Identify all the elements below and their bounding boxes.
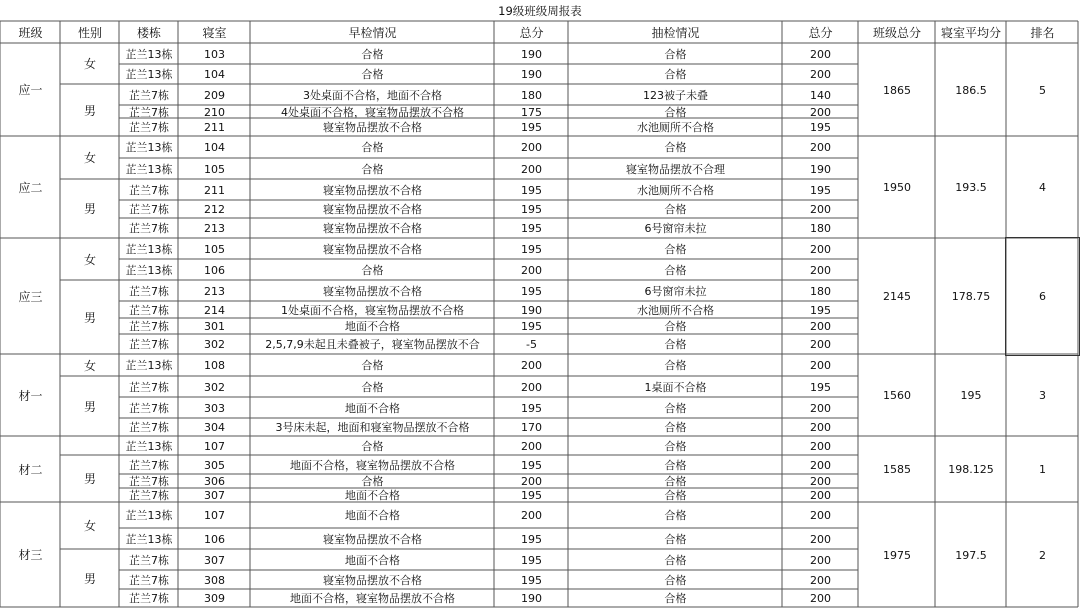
- morning-check-cell: 寝室物品摆放不合格: [323, 573, 422, 587]
- room-cell: 305: [204, 458, 225, 472]
- spot-score-cell: 200: [810, 106, 831, 118]
- room-cell: 104: [204, 68, 225, 81]
- morning-score-cell: 170: [521, 421, 542, 434]
- morning-score-cell: 200: [521, 509, 542, 522]
- column-header: 寝室: [202, 25, 227, 40]
- class-total-cell: 2145: [883, 290, 911, 303]
- morning-score-cell: 200: [521, 439, 542, 453]
- spot-check-cell: 6号窗帘未拉: [644, 222, 707, 235]
- spot-check-cell: 合格: [664, 106, 687, 118]
- gender-cell: 男: [83, 103, 96, 118]
- room-cell: 211: [204, 121, 225, 134]
- room-cell: 106: [204, 532, 225, 546]
- building-cell: 芷兰7栋: [129, 121, 169, 134]
- spot-check-cell: 合格: [664, 359, 687, 372]
- morning-score-cell: 195: [521, 458, 542, 472]
- gender-cell: 女: [83, 252, 96, 267]
- morning-check-cell: 地面不合格，寝室物品摆放不合格: [290, 458, 455, 472]
- building-cell: 芷兰13栋: [125, 68, 173, 81]
- gender-cell: 女: [83, 57, 96, 71]
- class-name-cell: 应二: [18, 180, 43, 195]
- dorm-average-cell: 193.5: [955, 181, 987, 194]
- building-cell: 芷兰7栋: [129, 573, 169, 587]
- spot-score-cell: 200: [810, 475, 831, 488]
- room-cell: 105: [204, 162, 225, 176]
- spot-check-cell: 123被子未叠: [643, 88, 708, 102]
- room-cell: 106: [204, 263, 225, 277]
- spot-score-cell: 195: [810, 183, 831, 197]
- spot-check-cell: 合格: [664, 458, 687, 472]
- rank-cell: 3: [1039, 389, 1046, 402]
- morning-score-cell: 190: [521, 592, 542, 605]
- morning-check-cell: 2,5,7,9未起且未叠被子，寝室物品摆放不合: [265, 338, 480, 351]
- spot-check-cell: 合格: [664, 592, 687, 605]
- morning-score-cell: -5: [526, 338, 537, 351]
- column-header: 总分: [808, 25, 833, 40]
- dorm-average-cell: 195: [960, 389, 982, 402]
- morning-check-cell: 地面不合格: [345, 320, 400, 333]
- morning-check-cell: 地面不合格: [345, 509, 400, 522]
- room-cell: 302: [204, 338, 225, 351]
- spot-check-cell: 合格: [664, 338, 687, 351]
- spot-score-cell: 195: [810, 121, 831, 134]
- building-cell: 芷兰7栋: [129, 421, 169, 434]
- room-cell: 302: [204, 380, 225, 394]
- spot-check-cell: 合格: [664, 421, 687, 434]
- morning-check-cell: 寝室物品摆放不合格: [323, 284, 422, 298]
- spot-score-cell: 200: [810, 338, 831, 351]
- morning-score-cell: 200: [521, 263, 542, 277]
- morning-score-cell: 175: [521, 106, 542, 118]
- rank-cell: 4: [1039, 181, 1046, 194]
- spot-score-cell: 200: [810, 47, 831, 61]
- building-cell: 芷兰7栋: [129, 88, 169, 102]
- class-total-cell: 1585: [883, 463, 911, 476]
- room-cell: 108: [204, 359, 225, 372]
- column-header: 抽检情况: [651, 25, 700, 40]
- room-cell: 307: [204, 489, 225, 502]
- morning-score-cell: 190: [521, 68, 542, 81]
- morning-score-cell: 200: [521, 359, 542, 372]
- building-cell: 芷兰7栋: [129, 458, 169, 472]
- morning-check-cell: 合格: [361, 359, 384, 372]
- spot-score-cell: 200: [810, 141, 831, 154]
- rank-cell: 5: [1039, 83, 1046, 97]
- morning-check-cell: 合格: [361, 47, 384, 61]
- gender-cell: 女: [83, 151, 96, 165]
- spot-score-cell: 180: [810, 284, 831, 298]
- morning-check-cell: 地面不合格: [345, 489, 400, 502]
- morning-score-cell: 195: [521, 284, 542, 298]
- class-name-cell: 材一: [18, 388, 43, 403]
- spot-check-cell: 合格: [664, 263, 687, 277]
- class-total-cell: 1950: [883, 181, 911, 194]
- building-cell: 芷兰7栋: [129, 183, 169, 197]
- building-cell: 芷兰7栋: [129, 592, 169, 605]
- room-cell: 213: [204, 284, 225, 298]
- class-name-cell: 材三: [18, 548, 43, 562]
- building-cell: 芷兰13栋: [125, 47, 173, 61]
- building-cell: 芷兰7栋: [129, 380, 169, 394]
- spot-score-cell: 195: [810, 303, 831, 317]
- dorm-average-cell: 186.5: [955, 83, 987, 97]
- spot-check-cell: 水池厕所不合格: [637, 303, 714, 317]
- building-cell: 芷兰13栋: [125, 141, 173, 154]
- column-header: 寝室平均分: [940, 25, 1001, 40]
- dorm-average-cell: 197.5: [955, 548, 987, 562]
- spot-check-cell: 合格: [664, 141, 687, 154]
- morning-score-cell: 190: [521, 47, 542, 61]
- morning-check-cell: 寝室物品摆放不合格: [323, 183, 422, 197]
- morning-check-cell: 合格: [361, 380, 384, 394]
- room-cell: 303: [204, 401, 225, 415]
- spot-score-cell: 200: [810, 489, 831, 502]
- gender-cell: [61, 437, 119, 455]
- morning-check-cell: 寝室物品摆放不合格: [323, 222, 422, 235]
- spot-check-cell: 1桌面不合格: [644, 380, 707, 394]
- rank-cell: 2: [1039, 548, 1046, 562]
- morning-check-cell: 1处桌面不合格，寝室物品摆放不合格: [281, 303, 464, 317]
- morning-check-cell: 3号床未起，地面和寝室物品摆放不合格: [275, 421, 470, 434]
- morning-check-cell: 地面不合格，寝室物品摆放不合格: [290, 592, 455, 605]
- class-name-cell: 应一: [18, 83, 43, 97]
- column-header: 性别: [77, 25, 102, 40]
- spot-score-cell: 180: [810, 222, 831, 235]
- morning-score-cell: 180: [521, 88, 542, 102]
- spot-score-cell: 200: [810, 401, 831, 415]
- gender-cell: 女: [83, 358, 96, 373]
- spot-score-cell: 200: [810, 242, 831, 256]
- spot-score-cell: 200: [810, 509, 831, 522]
- spot-score-cell: 200: [810, 263, 831, 277]
- rank-cell: 1: [1039, 463, 1046, 476]
- morning-score-cell: 195: [521, 532, 542, 546]
- building-cell: 芷兰7栋: [129, 320, 169, 333]
- building-cell: 芷兰13栋: [125, 439, 173, 453]
- morning-check-cell: 寝室物品摆放不合格: [323, 242, 422, 256]
- spot-check-cell: 合格: [664, 242, 687, 256]
- building-cell: 芷兰13栋: [125, 509, 173, 522]
- room-cell: 301: [204, 320, 225, 333]
- spot-score-cell: 140: [810, 88, 831, 102]
- gender-cell: 男: [83, 310, 96, 325]
- room-cell: 107: [204, 439, 225, 453]
- spot-score-cell: 200: [810, 532, 831, 546]
- room-cell: 209: [204, 88, 225, 102]
- morning-score-cell: 195: [521, 573, 542, 587]
- room-cell: 210: [204, 106, 225, 118]
- room-cell: 307: [204, 553, 225, 567]
- spot-check-cell: 合格: [664, 509, 687, 522]
- morning-score-cell: 195: [521, 489, 542, 502]
- class-name-cell: 应三: [18, 289, 43, 304]
- building-cell: 芷兰7栋: [129, 475, 169, 488]
- building-cell: 芷兰13栋: [125, 162, 173, 176]
- building-cell: 芷兰7栋: [129, 553, 169, 567]
- column-header: 排名: [1030, 25, 1055, 40]
- column-header: 楼栋: [136, 25, 161, 40]
- spot-check-cell: 合格: [664, 68, 687, 81]
- morning-score-cell: 200: [521, 380, 542, 394]
- room-cell: 104: [204, 141, 225, 154]
- spot-check-cell: 寝室物品摆放不合理: [626, 162, 725, 176]
- dorm-average-cell: 178.75: [951, 290, 991, 303]
- spot-check-cell: 合格: [664, 47, 687, 61]
- spot-check-cell: 合格: [664, 532, 687, 546]
- building-cell: 芷兰7栋: [129, 338, 169, 351]
- spot-check-cell: 合格: [664, 489, 687, 502]
- morning-score-cell: 195: [521, 242, 542, 256]
- morning-check-cell: 合格: [361, 68, 384, 81]
- room-cell: 214: [204, 303, 225, 317]
- spot-check-cell: 合格: [664, 553, 687, 567]
- class-total-cell: 1865: [883, 83, 911, 97]
- building-cell: 芷兰13栋: [125, 242, 173, 256]
- morning-check-cell: 地面不合格: [345, 401, 400, 415]
- spot-check-cell: 6号窗帘未拉: [644, 284, 707, 298]
- building-cell: 芷兰7栋: [129, 106, 169, 118]
- class-name-cell: 材二: [18, 462, 43, 477]
- morning-check-cell: 合格: [361, 263, 384, 277]
- building-cell: 芷兰7栋: [129, 401, 169, 415]
- room-cell: 212: [204, 203, 225, 216]
- gender-cell: 男: [83, 571, 96, 586]
- morning-check-cell: 3处桌面不合格，地面不合格: [303, 88, 442, 102]
- building-cell: 芷兰7栋: [129, 203, 169, 216]
- room-cell: 308: [204, 573, 225, 587]
- building-cell: 芷兰7栋: [129, 222, 169, 235]
- morning-score-cell: 190: [521, 303, 542, 317]
- morning-score-cell: 200: [521, 141, 542, 154]
- morning-check-cell: 地面不合格: [345, 553, 400, 567]
- spot-score-cell: 200: [810, 458, 831, 472]
- morning-score-cell: 195: [521, 401, 542, 415]
- spot-score-cell: 200: [810, 320, 831, 333]
- spot-score-cell: 200: [810, 203, 831, 216]
- spot-score-cell: 200: [810, 421, 831, 434]
- report-title: 19级班级周报表: [498, 3, 582, 18]
- spot-check-cell: 水池厕所不合格: [637, 183, 714, 197]
- morning-score-cell: 195: [521, 183, 542, 197]
- spot-check-cell: 水池厕所不合格: [637, 121, 714, 134]
- spot-check-cell: 合格: [664, 320, 687, 333]
- building-cell: 芷兰7栋: [129, 303, 169, 317]
- morning-score-cell: 195: [521, 203, 542, 216]
- room-cell: 107: [204, 509, 225, 522]
- spot-score-cell: 200: [810, 68, 831, 81]
- gender-cell: 男: [83, 472, 96, 486]
- room-cell: 304: [204, 421, 225, 434]
- spot-check-cell: 合格: [664, 475, 687, 488]
- morning-score-cell: 195: [521, 553, 542, 567]
- morning-check-cell: 合格: [361, 475, 384, 488]
- building-cell: 芷兰13栋: [125, 532, 173, 546]
- room-cell: 306: [204, 475, 225, 488]
- morning-score-cell: 200: [521, 475, 542, 488]
- spot-score-cell: 200: [810, 439, 831, 453]
- column-header: 总分: [519, 25, 544, 40]
- spot-check-cell: 合格: [664, 401, 687, 415]
- spot-score-cell: 200: [810, 592, 831, 605]
- morning-check-cell: 合格: [361, 439, 384, 453]
- dorm-average-cell: 198.125: [948, 463, 994, 476]
- spot-score-cell: 190: [810, 162, 831, 176]
- spot-check-cell: 合格: [664, 439, 687, 453]
- room-cell: 309: [204, 592, 225, 605]
- room-cell: 103: [204, 47, 225, 61]
- class-total-cell: 1560: [883, 389, 911, 402]
- room-cell: 105: [204, 242, 225, 256]
- morning-check-cell: 寝室物品摆放不合格: [323, 121, 422, 134]
- room-cell: 213: [204, 222, 225, 235]
- column-header: 早检情况: [348, 25, 397, 40]
- morning-score-cell: 200: [521, 162, 542, 176]
- morning-check-cell: 合格: [361, 162, 384, 176]
- room-cell: 211: [204, 183, 225, 197]
- morning-score-cell: 195: [521, 222, 542, 235]
- building-cell: 芷兰13栋: [125, 263, 173, 277]
- spot-score-cell: 195: [810, 380, 831, 394]
- gender-cell: 男: [83, 399, 96, 414]
- morning-score-cell: 195: [521, 121, 542, 134]
- morning-check-cell: 寝室物品摆放不合格: [323, 532, 422, 546]
- column-header: 班级: [18, 25, 43, 40]
- building-cell: 芷兰7栋: [129, 284, 169, 298]
- morning-check-cell: 4处桌面不合格，寝室物品摆放不合格: [281, 106, 464, 118]
- class-total-cell: 1975: [883, 548, 911, 562]
- column-header: 班级总分: [872, 25, 921, 40]
- building-cell: 芷兰7栋: [129, 489, 169, 502]
- gender-cell: 男: [83, 202, 96, 216]
- morning-check-cell: 寝室物品摆放不合格: [323, 203, 422, 216]
- spot-check-cell: 合格: [664, 203, 687, 216]
- spot-check-cell: 合格: [664, 573, 687, 587]
- spot-score-cell: 200: [810, 553, 831, 567]
- morning-check-cell: 合格: [361, 141, 384, 154]
- morning-score-cell: 195: [521, 320, 542, 333]
- spot-score-cell: 200: [810, 573, 831, 587]
- building-cell: 芷兰13栋: [125, 359, 173, 372]
- gender-cell: 女: [83, 519, 96, 533]
- rank-cell: 6: [1039, 290, 1046, 303]
- spot-score-cell: 200: [810, 359, 831, 372]
